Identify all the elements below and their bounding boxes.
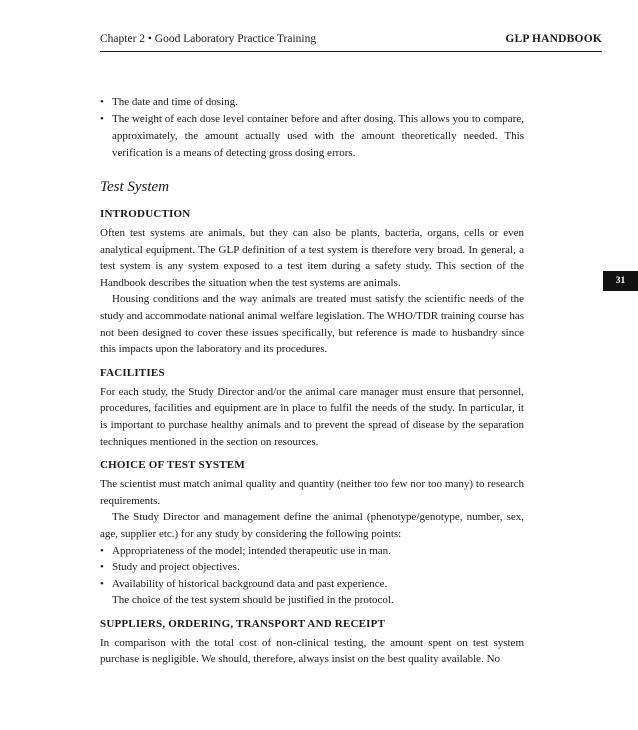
list-item-text: The weight of each dose level container before and after dosing. This allows you to compare, approximately, the amount actually used with the amount theoretically needed. This verification is a means of detecting gross dosing errors. [112,113,524,159]
suppliers-heading: SUPPLIERS, ORDERING, TRANSPORT AND RECEIPT [100,617,386,630]
choice-heading: CHOICE OF TEST SYSTEM [100,459,245,472]
page-number-tab [603,271,638,291]
bullet-marker: • [100,113,104,125]
facilities-heading: FACILITIES [100,366,165,379]
list-item [100,543,524,560]
bullet-marker: • [100,561,104,574]
list-item [100,111,524,162]
page-body [100,94,524,668]
intro-bullet-list [100,94,524,162]
introduction-heading: INTRODUCTION [100,208,191,220]
section-title: Test System [100,179,170,195]
list-item-text: Study and project objectives. [112,561,240,574]
list-item-text: The date and time of dosing. [112,96,238,108]
list-item [100,94,524,111]
choice-bullet-list [100,543,524,593]
bullet-marker: • [100,577,104,590]
choice-paragraph: The Study Director and management define the animal (phenotype/genotype, number, sex, age, supplier etc.) for any study by considering the following points: [100,511,524,540]
bullet-marker: • [100,96,104,108]
choice-paragraph: The scientist must match animal quality and quantity (neither too few nor too many) to research requirements. [100,478,524,507]
choice-paragraph: The choice of the test system should be justified in the protocol. [112,594,394,607]
header-divider [100,51,602,52]
page-number: 31 [615,276,626,286]
chapter-title: Chapter 2 • Good Laboratory Practice Training [100,33,317,45]
bullet-marker: • [100,544,104,557]
running-header [100,31,602,47]
introduction-paragraph: Often test systems are animals, but they can also be plants, bacteria, organs, cells or even analytical equipment. The GLP definition of a test system is therefore very broad. In general, a test system is any system exposed to a test item during a safety study. This section of the Handbook describes the situation when the test systems are animals. [100,227,524,289]
suppliers-paragraph: In comparison with the total cost of non-clinical testing, the amount spent on test system purchase is negligible. We should, therefore, always insist on the best quality available. No [100,636,524,666]
list-item-text: Appropriateness of the model; intended therapeutic use in man. [112,544,391,557]
facilities-paragraph: For each study, the Study Director and/or the animal care manager must ensure that personnel, procedures, facilities and equipment are in place to fulfil the needs of the study. In particular, it is important to purchase healthy animals and to prevent the spread of disease by the separation techniques mentioned in the section on resources. [100,385,524,448]
book-title: GLP HANDBOOK [505,33,602,45]
introduction-paragraph: Housing conditions and the way animals are treated must satisfy the scientific needs of the study and accommodate national animal welfare legislation. The WHO/TDR training course has not been designed to cover these issues specifically, but reference is made to husbandry since this impacts upon the laboratory and its procedures. [100,293,524,356]
list-item [100,576,524,593]
list-item [100,559,524,576]
list-item-text: Availability of historical background data and past experience. [112,577,388,590]
